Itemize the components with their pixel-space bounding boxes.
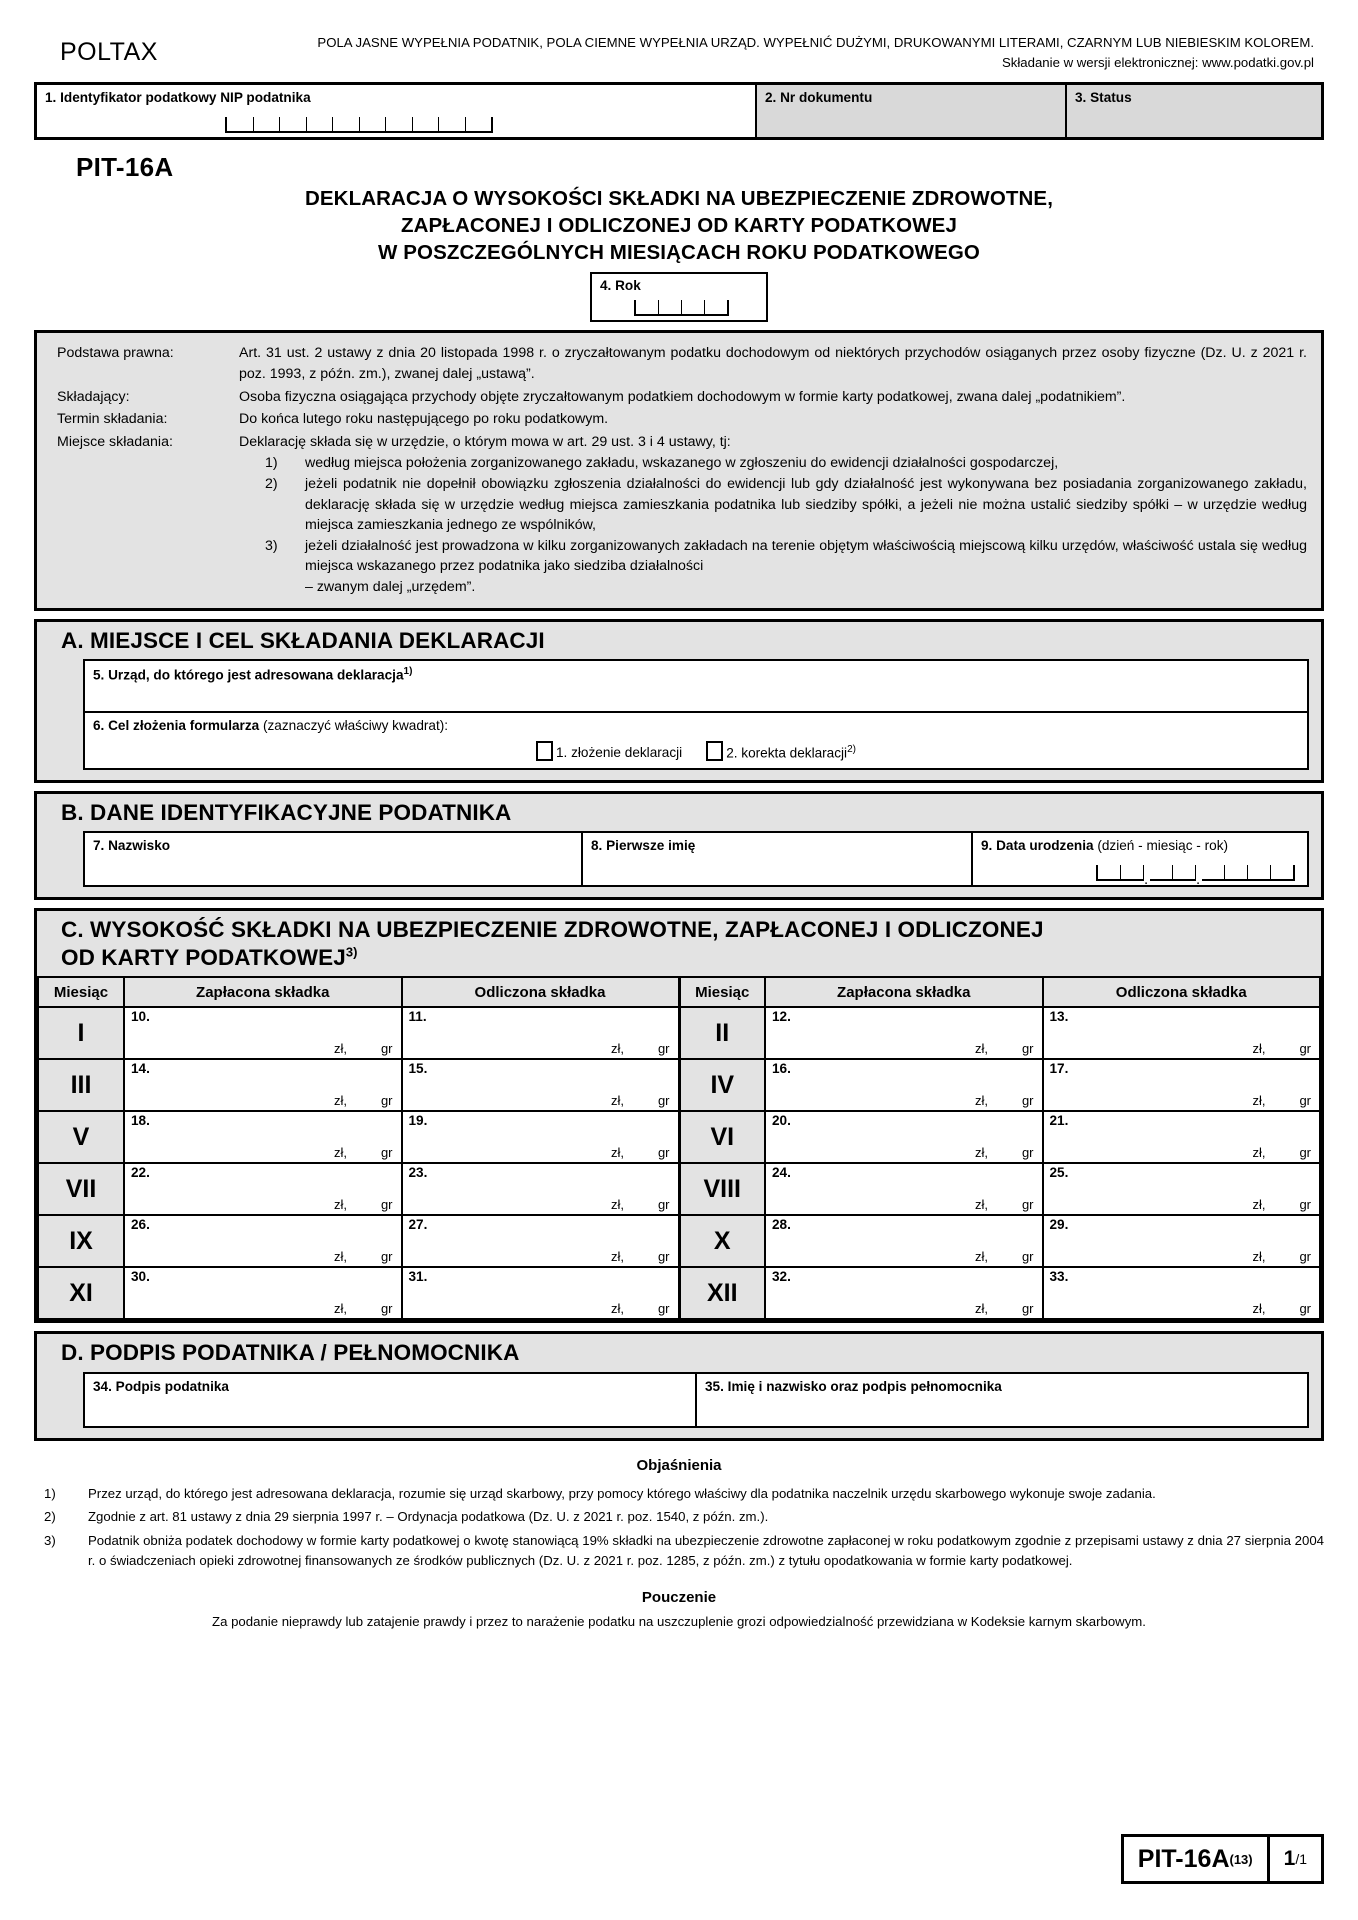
field-birthdate-label-bold: 9. Data urodzenia bbox=[981, 838, 1094, 854]
footnote-item bbox=[44, 1484, 1324, 1504]
field-number: 15. bbox=[408, 1061, 428, 1077]
unit-grosz: gr bbox=[380, 1093, 393, 1109]
form-code-heading: PIT-16A bbox=[76, 151, 174, 182]
footer-form-code-text: PIT-16A bbox=[1137, 1844, 1230, 1873]
section-c-banner-line-2 bbox=[61, 944, 1321, 971]
field-number: 10. bbox=[131, 1009, 150, 1025]
unit-zloty: zł, bbox=[333, 1249, 347, 1265]
currency-units bbox=[611, 1093, 670, 1108]
deducted-contribution-cell-left[interactable] bbox=[402, 1267, 680, 1319]
field-number: 33. bbox=[1049, 1269, 1069, 1285]
footnote-item bbox=[44, 1531, 1324, 1571]
unit-zloty: zł, bbox=[610, 1197, 624, 1213]
unit-zloty: zł, bbox=[333, 1197, 347, 1213]
footnote-number: 1) bbox=[44, 1485, 56, 1501]
field-number: 14. bbox=[131, 1061, 150, 1077]
unit-zloty: zł, bbox=[610, 1249, 624, 1265]
paid-contribution-cell-right[interactable] bbox=[765, 1007, 1043, 1059]
place-item bbox=[265, 453, 1307, 474]
header-notice bbox=[235, 34, 1324, 72]
caution-text: Za podanie nieprawdy lub zatajenie prawdy i przez to narażenie podatku na uszczuplenie grozi odpowiedzialność przewidziana w Kodeksie karnym skarbowym. bbox=[212, 1613, 1146, 1629]
field-office-label bbox=[85, 661, 1307, 683]
field-surname-label: 7. Nazwisko bbox=[93, 838, 171, 854]
unit-zloty: zł, bbox=[333, 1145, 347, 1161]
year-field-wrapper bbox=[0, 272, 1358, 322]
page-header bbox=[0, 0, 1358, 72]
unit-grosz: gr bbox=[1021, 1093, 1034, 1109]
unit-zloty: zł, bbox=[610, 1301, 624, 1317]
place-item-number: 3) bbox=[265, 537, 278, 554]
field-purpose bbox=[83, 713, 1309, 770]
unit-grosz: gr bbox=[1299, 1301, 1311, 1317]
field-number: 27. bbox=[408, 1217, 428, 1233]
purpose-option-submit[interactable] bbox=[536, 741, 682, 761]
purpose-option-correction-footnote-ref: 2) bbox=[847, 743, 856, 755]
field-nip[interactable] bbox=[37, 85, 757, 137]
unit-grosz: gr bbox=[1021, 1197, 1034, 1213]
filer-key: Składający: bbox=[57, 388, 130, 405]
unit-grosz: gr bbox=[1021, 1041, 1034, 1057]
deducted-contribution-cell-right[interactable] bbox=[1043, 1007, 1321, 1059]
top-identification-row bbox=[34, 82, 1324, 140]
unit-zloty: zł, bbox=[610, 1041, 624, 1057]
unit-grosz: gr bbox=[380, 1301, 393, 1317]
field-number: 22. bbox=[131, 1165, 150, 1181]
paid-contribution-cell-left[interactable] bbox=[124, 1163, 402, 1215]
table-row bbox=[38, 1163, 1320, 1215]
field-number: 13. bbox=[1049, 1009, 1069, 1025]
filer-value: Osoba fizyczna osiągająca przychody objęte zryczałtowanym podatkiem dochodowym w formie karty podatkowej, zwana dalej „podatnikiem”. bbox=[239, 388, 1126, 405]
deducted-contribution-cell-left[interactable] bbox=[402, 1163, 680, 1215]
section-b-banner: B. DANE IDENTYFIKACYJNE PODATNIKA bbox=[61, 799, 512, 825]
paid-contribution-cell-left[interactable] bbox=[124, 1007, 402, 1059]
month-cell-left: I bbox=[38, 1007, 124, 1059]
place-tail-text: – zwanym dalej „urzędem”. bbox=[305, 578, 476, 595]
form-title-line-2: ZAPŁACONEJ I ODLICZONEJ OD KARTY PODATKOWEJ bbox=[401, 213, 957, 237]
section-c bbox=[34, 908, 1324, 1323]
field-purpose-label-bold: 6. Cel złożenia formularza bbox=[93, 717, 260, 733]
currency-units bbox=[334, 1301, 393, 1316]
month-cell-right: IV bbox=[679, 1059, 765, 1111]
field-number: 26. bbox=[131, 1217, 150, 1233]
unit-zloty: zł, bbox=[610, 1093, 624, 1109]
field-office[interactable] bbox=[83, 659, 1309, 713]
field-number: 19. bbox=[408, 1113, 428, 1129]
table-row bbox=[38, 1267, 1320, 1319]
currency-units bbox=[975, 1145, 1034, 1160]
deducted-contribution-cell-right[interactable] bbox=[1043, 1111, 1321, 1163]
footnote-text: Podatnik obniża podatek dochodowy w formie karty podatkowej o kwotę stanowiącą 19% składki na ubezpieczenie zdrowotne zapłaconej w roku podatkowym zgodnie z przepisami ustawy z dnia 27 sierpnia 2004 r. o świadczeniach opieki zdrowotnej finansowanych ze środków publicznych (Dz. U. z 2021 r. poz. 1285, z późn. zm.) z tytułu opodatkowania w formie karty podatkowej. bbox=[88, 1533, 1324, 1569]
field-nip-label: 1. Identyfikator podatkowy NIP podatnika bbox=[45, 89, 311, 105]
field-number: 23. bbox=[408, 1165, 428, 1181]
footer-form-version: (13) bbox=[1229, 1851, 1253, 1867]
footnote-text: Zgodnie z art. 81 ustawy z dnia 29 sierpnia 1997 r. – Ordynacja podatkowa (Dz. U. z 2021 r. poz. 1540, z późn. zm.). bbox=[88, 1509, 769, 1525]
paid-contribution-cell-right[interactable] bbox=[765, 1267, 1043, 1319]
unit-zloty: zł, bbox=[974, 1093, 988, 1109]
form-title-line-1: DEKLARACJA O WYSOKOŚCI SKŁADKI NA UBEZPIECZENIE ZDROWOTNE, bbox=[305, 186, 1053, 210]
currency-units bbox=[1252, 1145, 1311, 1160]
deducted-contribution-cell-left[interactable] bbox=[402, 1111, 680, 1163]
col-deducted-right: Odliczona składka bbox=[1043, 977, 1321, 1007]
month-cell-left: V bbox=[38, 1111, 124, 1163]
place-item-number: 2) bbox=[265, 475, 278, 492]
currency-units bbox=[975, 1301, 1034, 1316]
footer-page-total: /1 bbox=[1295, 1851, 1307, 1867]
unit-grosz: gr bbox=[657, 1093, 670, 1109]
unit-zloty: zł, bbox=[1252, 1041, 1266, 1057]
explanations-list bbox=[44, 1484, 1324, 1571]
unit-grosz: gr bbox=[1299, 1093, 1311, 1109]
unit-zloty: zł, bbox=[974, 1145, 988, 1161]
purpose-option-correction-label bbox=[726, 745, 856, 761]
currency-units bbox=[334, 1093, 393, 1108]
explanations-title: Objaśnienia bbox=[636, 1456, 722, 1474]
month-cell-right: XII bbox=[679, 1267, 765, 1319]
section-a-banner: A. MIEJSCE I CEL SKŁADANIA DEKLARACJI bbox=[61, 627, 545, 653]
unit-grosz: gr bbox=[657, 1249, 670, 1265]
month-cell-left: IX bbox=[38, 1215, 124, 1267]
signature-row bbox=[83, 1372, 1309, 1428]
form-title-line-3: W POSZCZEGÓLNYCH MIESIĄCACH ROKU PODATKOWEGO bbox=[378, 241, 980, 265]
currency-units bbox=[975, 1249, 1034, 1264]
unit-zloty: zł, bbox=[1252, 1249, 1266, 1265]
currency-units bbox=[1252, 1249, 1311, 1264]
unit-grosz: gr bbox=[1299, 1145, 1311, 1161]
field-number: 12. bbox=[772, 1009, 791, 1025]
currency-units bbox=[611, 1145, 670, 1160]
purpose-option-correction-label-text: 2. korekta deklaracji bbox=[726, 745, 848, 761]
table-row bbox=[38, 1007, 1320, 1059]
poltax-logo: POLTAX bbox=[60, 38, 158, 66]
purpose-checkbox-row bbox=[85, 733, 1307, 768]
field-year-label: 4. Rok bbox=[600, 278, 641, 294]
year-input-comb[interactable] bbox=[634, 300, 729, 316]
paid-contribution-cell-right[interactable] bbox=[765, 1111, 1043, 1163]
unit-zloty: zł, bbox=[1252, 1093, 1266, 1109]
currency-units bbox=[1252, 1041, 1311, 1056]
place-row bbox=[57, 432, 1307, 598]
fill-instructions-text: POLA JASNE WYPEŁNIA PODATNIK, POLA CIEMNE WYPEŁNIA URZĄD. WYPEŁNIĆ DUŻYMI, DRUKOWANYMI LITERAMI, CZARNYM LUB NIEBIESKIM KOLOREM. bbox=[317, 35, 1314, 50]
field-birthdate-label-reg: (dzień - miesiąc - rok) bbox=[1097, 838, 1229, 854]
place-item bbox=[265, 474, 1307, 536]
unit-zloty: zł, bbox=[974, 1301, 988, 1317]
unit-grosz: gr bbox=[380, 1041, 393, 1057]
col-month-left: Miesiąc bbox=[38, 977, 124, 1007]
deducted-contribution-cell-left[interactable] bbox=[402, 1059, 680, 1111]
footer-page-number: 1 bbox=[1283, 1847, 1296, 1870]
currency-units bbox=[334, 1197, 393, 1212]
unit-zloty: zł, bbox=[1252, 1145, 1266, 1161]
deducted-contribution-cell-right[interactable] bbox=[1043, 1163, 1321, 1215]
section-c-banner-line-1: C. WYSOKOŚĆ SKŁADKI NA UBEZPIECZENIE ZDROWOTNE, ZAPŁACONEJ I ODLICZONEJ bbox=[61, 917, 1044, 943]
currency-units bbox=[975, 1041, 1034, 1056]
field-number: 24. bbox=[772, 1165, 791, 1181]
footnote-item bbox=[44, 1507, 1324, 1527]
deducted-contribution-cell-right[interactable] bbox=[1043, 1267, 1321, 1319]
month-cell-right: VIII bbox=[679, 1163, 765, 1215]
currency-units bbox=[334, 1145, 393, 1160]
footer-form-code-box bbox=[1121, 1834, 1324, 1884]
unit-grosz: gr bbox=[1021, 1145, 1034, 1161]
unit-grosz: gr bbox=[1021, 1249, 1034, 1265]
unit-zloty: zł, bbox=[333, 1041, 347, 1057]
legal-basis-row bbox=[57, 343, 1307, 384]
paid-contribution-cell-left[interactable] bbox=[124, 1111, 402, 1163]
footer-page-indicator bbox=[1270, 1837, 1321, 1881]
field-purpose-label bbox=[85, 713, 1307, 733]
electronic-submission-text: Składanie w wersji elektronicznej: www.podatki.gov.pl bbox=[1001, 54, 1314, 70]
section-c-banner-line-2-text: OD KARTY PODATKOWEJ bbox=[61, 944, 346, 970]
currency-units bbox=[334, 1041, 393, 1056]
month-cell-left: VII bbox=[38, 1163, 124, 1215]
unit-zloty: zł, bbox=[333, 1301, 347, 1317]
month-cell-left: III bbox=[38, 1059, 124, 1111]
unit-grosz: gr bbox=[1299, 1041, 1311, 1057]
footer-form-code bbox=[1124, 1837, 1270, 1881]
checkbox-icon[interactable] bbox=[706, 741, 723, 761]
unit-grosz: gr bbox=[1299, 1249, 1311, 1265]
purpose-option-submit-label: 1. złożenie deklaracji bbox=[556, 745, 683, 761]
legal-info-box bbox=[34, 330, 1324, 610]
field-number: 28. bbox=[772, 1217, 791, 1233]
field-birthdate[interactable] bbox=[973, 831, 1309, 887]
unit-zloty: zł, bbox=[974, 1041, 988, 1057]
field-surname[interactable] bbox=[83, 831, 583, 887]
place-item-number: 1) bbox=[265, 455, 278, 472]
section-d-body bbox=[37, 1372, 1321, 1438]
place-item bbox=[265, 536, 1307, 577]
birthdate-input-comb[interactable] bbox=[1096, 865, 1295, 881]
field-firstname-label: 8. Pierwsze imię bbox=[591, 838, 696, 854]
deducted-contribution-cell-right[interactable] bbox=[1043, 1059, 1321, 1111]
field-office-footnote-ref: 1) bbox=[403, 665, 413, 677]
table-header-row bbox=[38, 977, 1320, 1007]
unit-grosz: gr bbox=[1021, 1301, 1034, 1317]
currency-units bbox=[1252, 1301, 1311, 1316]
currency-units bbox=[1252, 1093, 1311, 1108]
paid-contribution-cell-right[interactable] bbox=[765, 1059, 1043, 1111]
footnote-number: 2) bbox=[44, 1509, 56, 1525]
table-row bbox=[38, 1215, 1320, 1267]
currency-units bbox=[975, 1197, 1034, 1212]
field-firstname[interactable] bbox=[583, 831, 973, 887]
table-row bbox=[38, 1059, 1320, 1111]
field-document-number bbox=[757, 85, 1067, 137]
paid-contribution-cell-left[interactable] bbox=[124, 1267, 402, 1319]
month-cell-left: XI bbox=[38, 1267, 124, 1319]
deducted-contribution-cell-left[interactable] bbox=[402, 1007, 680, 1059]
currency-units bbox=[611, 1249, 670, 1264]
field-proxy-signature-label: 35. Imię i nazwisko oraz podpis pełnomocnika bbox=[705, 1378, 1002, 1394]
unit-grosz: gr bbox=[657, 1145, 670, 1161]
field-status bbox=[1067, 85, 1321, 137]
place-item-list bbox=[239, 453, 1307, 597]
section-c-footnote-ref: 3) bbox=[345, 944, 358, 960]
deducted-contribution-cell-right[interactable] bbox=[1043, 1215, 1321, 1267]
place-item-text: jeżeli działalność jest prowadzona w kilku zorganizowanych zakładach na terenie objętym właściwością miejscową kilku urzędów, właściwość ustala się według miejsca wskazanego przez podatnika jako siedziba działalności bbox=[305, 537, 1307, 575]
section-d bbox=[34, 1331, 1324, 1440]
section-b bbox=[34, 791, 1324, 900]
section-d-banner: D. PODPIS PODATNIKA / PEŁNOMOCNIKA bbox=[61, 1340, 520, 1366]
section-a bbox=[34, 619, 1324, 783]
table-row bbox=[38, 1111, 1320, 1163]
field-number: 20. bbox=[772, 1113, 791, 1129]
paid-contribution-cell-right[interactable] bbox=[765, 1163, 1043, 1215]
unit-grosz: gr bbox=[380, 1197, 393, 1213]
field-number: 16. bbox=[772, 1061, 791, 1077]
field-number: 21. bbox=[1049, 1113, 1069, 1129]
unit-grosz: gr bbox=[657, 1301, 670, 1317]
deadline-key: Termin składania: bbox=[57, 411, 168, 428]
unit-zloty: zł, bbox=[1252, 1301, 1266, 1317]
month-cell-right: II bbox=[679, 1007, 765, 1059]
legal-basis-value: Art. 31 ust. 2 ustawy z dnia 20 listopada 1998 r. o zryczałtowanym podatku dochodowym od niektórych przychodów osiąganych przez osoby fizyczne (Dz. U. z 2021 r. poz. 1993, z późn. zm.), zwanej dalej „ustawą”. bbox=[239, 345, 1307, 382]
col-month-right: Miesiąc bbox=[679, 977, 765, 1007]
field-number: 18. bbox=[131, 1113, 150, 1129]
month-cell-right: X bbox=[679, 1215, 765, 1267]
field-document-number-label: 2. Nr dokumentu bbox=[765, 89, 873, 105]
place-value bbox=[239, 432, 1307, 598]
unit-zloty: zł, bbox=[974, 1197, 988, 1213]
caution-title: Pouczenie bbox=[641, 1588, 717, 1606]
field-number: 30. bbox=[131, 1269, 150, 1285]
contributions-table-head bbox=[38, 977, 1320, 1007]
field-number: 29. bbox=[1049, 1217, 1069, 1233]
section-c-banner bbox=[37, 911, 1321, 976]
contributions-table-body bbox=[38, 1007, 1320, 1319]
field-number: 17. bbox=[1049, 1061, 1069, 1077]
deadline-row bbox=[57, 409, 1307, 430]
filer-row bbox=[57, 387, 1307, 408]
nip-input-comb[interactable] bbox=[225, 117, 493, 133]
place-intro: Deklarację składa się w urzędzie, o którym mowa w art. 29 ust. 3 i 4 ustawy, tj: bbox=[239, 433, 731, 450]
field-taxpayer-signature-label: 34. Podpis podatnika bbox=[93, 1378, 229, 1394]
month-cell-right: VI bbox=[679, 1111, 765, 1163]
unit-zloty: zł, bbox=[1252, 1197, 1266, 1213]
place-key: Miejsce składania: bbox=[57, 433, 173, 450]
deducted-contribution-cell-left[interactable] bbox=[402, 1215, 680, 1267]
col-paid-right: Zapłacona składka bbox=[765, 977, 1043, 1007]
paid-contribution-cell-left[interactable] bbox=[124, 1059, 402, 1111]
field-proxy-signature[interactable] bbox=[697, 1372, 1309, 1428]
taxpayer-identity-row bbox=[83, 831, 1309, 887]
checkbox-icon[interactable] bbox=[536, 741, 553, 761]
deadline-value: Do końca lutego roku następującego po roku podatkowym. bbox=[239, 411, 609, 428]
unit-zloty: zł, bbox=[974, 1249, 988, 1265]
currency-units bbox=[611, 1301, 670, 1316]
field-year[interactable] bbox=[590, 272, 768, 322]
unit-grosz: gr bbox=[380, 1145, 393, 1161]
unit-zloty: zł, bbox=[610, 1145, 624, 1161]
section-b-body bbox=[37, 831, 1321, 897]
field-birthdate-label bbox=[973, 833, 1307, 853]
field-status-label: 3. Status bbox=[1075, 89, 1132, 105]
contributions-table bbox=[37, 976, 1321, 1320]
currency-units bbox=[334, 1249, 393, 1264]
unit-grosz: gr bbox=[1299, 1197, 1311, 1213]
field-number: 32. bbox=[772, 1269, 791, 1285]
currency-units bbox=[975, 1093, 1034, 1108]
currency-units bbox=[611, 1197, 670, 1212]
footnote-text: Przez urząd, do którego jest adresowana deklaracja, rozumie się urząd skarbowy, przy pomocy którego właściwy dla podatnika naczelnik urzędu skarbowego wykonuje swoje zadania. bbox=[88, 1485, 1156, 1501]
currency-units bbox=[1252, 1197, 1311, 1212]
field-purpose-label-reg: (zaznaczyć właściwy kwadrat): bbox=[262, 717, 449, 733]
unit-grosz: gr bbox=[657, 1197, 670, 1213]
place-item-text: według miejsca położenia zorganizowanego zakładu, wskazanego w zgłoszeniu do ewidencji działalności gospodarczej, bbox=[305, 455, 1059, 472]
legal-basis-key: Podstawa prawna: bbox=[57, 345, 174, 362]
field-number: 31. bbox=[408, 1269, 428, 1285]
field-number: 11. bbox=[408, 1009, 427, 1025]
col-deducted-left: Odliczona składka bbox=[402, 977, 680, 1007]
section-c-body bbox=[37, 976, 1321, 1320]
paid-contribution-cell-right[interactable] bbox=[765, 1215, 1043, 1267]
purpose-option-correction[interactable] bbox=[706, 741, 856, 761]
section-a-body bbox=[37, 659, 1321, 780]
field-taxpayer-signature[interactable] bbox=[83, 1372, 697, 1428]
unit-grosz: gr bbox=[657, 1041, 670, 1057]
paid-contribution-cell-left[interactable] bbox=[124, 1215, 402, 1267]
form-title bbox=[0, 183, 1358, 267]
footnote-number: 3) bbox=[44, 1533, 56, 1549]
field-office-label-text: 5. Urząd, do którego jest adresowana deklaracja bbox=[93, 667, 404, 683]
currency-units bbox=[611, 1041, 670, 1056]
place-item-text: jeżeli podatnik nie dopełnił obowiązku zgłoszenia działalności do ewidencji lub gdy działalność jest wykonywana bez posiadania zorganizowanego zakładu, deklarację składa się w urzędzie według miejsca zamieszkania podatnika lub siedziby spółki, a jeżeli nie można ustalić siedziby spółki – w urzędzie według miejsca zamieszkania jednego ze wspólników, bbox=[305, 475, 1307, 534]
field-number: 25. bbox=[1049, 1165, 1069, 1181]
col-paid-left: Zapłacona składka bbox=[124, 977, 402, 1007]
unit-grosz: gr bbox=[380, 1249, 393, 1265]
unit-zloty: zł, bbox=[333, 1093, 347, 1109]
